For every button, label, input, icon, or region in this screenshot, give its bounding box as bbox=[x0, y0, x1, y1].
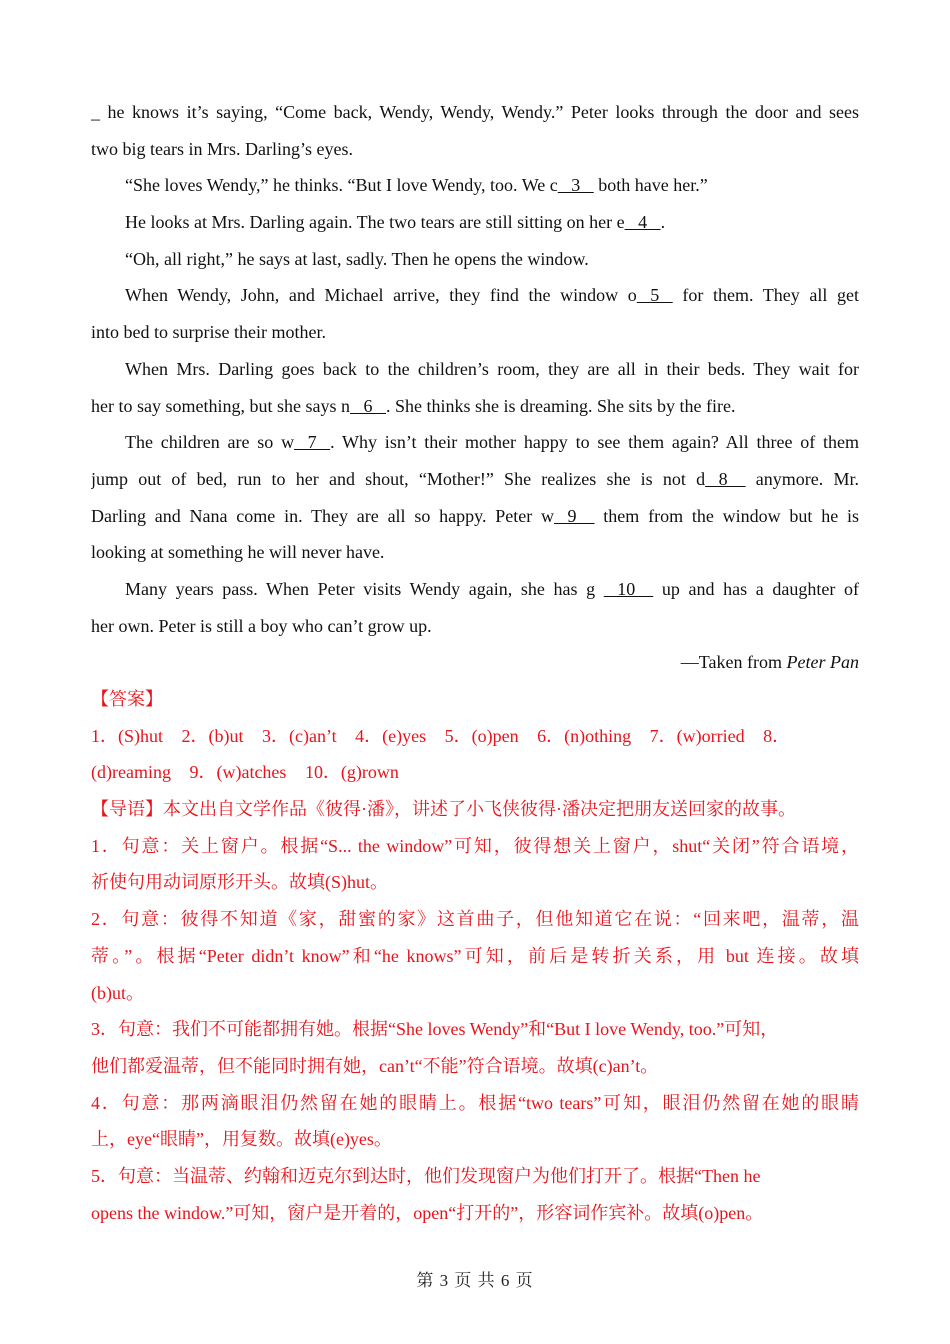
passage-line bbox=[91, 571, 859, 608]
answer-item: 1．(S)hut bbox=[91, 725, 163, 746]
page-footer: 第 3 页 共 6 页 bbox=[416, 1271, 534, 1290]
passage-line bbox=[91, 204, 859, 241]
answer-item: 10．(g)rown bbox=[304, 762, 399, 783]
text: Darling and Nana come in. They are all so happy. Peter w bbox=[91, 505, 555, 526]
passage-line: her own. Peter is still a boy who can’t grow up. bbox=[91, 615, 432, 636]
analysis-line: opens the window.”可知，窗户是开着的，open“打开的”，形容词作宾补。故填(o)pen。 bbox=[91, 1202, 764, 1223]
passage-line bbox=[91, 167, 859, 204]
answer-item: 5．(o)pen bbox=[444, 725, 519, 746]
text: her to say something, but she says n bbox=[91, 395, 350, 416]
text: . She thinks she is dreaming. She sits by the fire. bbox=[385, 395, 736, 416]
text: both have her.” bbox=[593, 175, 708, 196]
passage-line: into bed to surprise their mother. bbox=[91, 322, 326, 343]
blank-7: 7 bbox=[294, 432, 331, 453]
text: When Wendy, John, and Michael arrive, they find the window o bbox=[125, 285, 637, 306]
source-attribution bbox=[91, 644, 859, 681]
answer-item: (d)reaming bbox=[91, 762, 171, 783]
analysis-line: 4．句意：那两滴眼泪仍然留在她的眼睛上。根据“two tears”可知，眼泪仍然留在她的眼睛 bbox=[91, 1092, 859, 1113]
analysis-intro: 【导语】本文出自文学作品《彼得·潘》，讲述了小飞侠彼得·潘决定把朋友送回家的故事。 bbox=[91, 799, 796, 820]
answer-item: 3．(c)an’t bbox=[262, 725, 337, 746]
text: . bbox=[660, 212, 666, 233]
blank-8: 8 bbox=[705, 468, 746, 489]
source-title: Peter Pan bbox=[786, 652, 859, 673]
analysis-line: 上，eye“眼睛”，用复数。故填(e)yes。 bbox=[91, 1129, 392, 1150]
answer-item: 7．(w)orried bbox=[649, 725, 745, 746]
text: jump out of bed, run to her and shout, “Mother!” She realizes she is not d bbox=[91, 468, 706, 489]
text: anymore. Mr. bbox=[745, 468, 859, 489]
passage-line: two big tears in Mrs. Darling’s eyes. bbox=[91, 138, 353, 159]
answer-line bbox=[91, 754, 859, 791]
text: “She loves Wendy,” he thinks. “But I love Wendy, too. We c bbox=[125, 175, 558, 196]
blank-10: 10 bbox=[603, 578, 654, 599]
analysis-line: 2．句意：彼得不知道《家，甜蜜的家》这首曲子，但他知道它在说：“回来吧，温蒂，温 bbox=[91, 909, 859, 930]
analysis-line: 1．句意：关上窗户。根据“S... the window”可知，彼得想关上窗户，shut“关闭”符合语境， bbox=[91, 835, 859, 856]
analysis-line: 祈使句用动词原形开头。故填(S)hut。 bbox=[91, 872, 388, 893]
passage-line bbox=[91, 388, 859, 425]
analysis-line: 5．句意：当温蒂、约翰和迈克尔到达时，他们发现窗户为他们打开了。根据“Then he bbox=[91, 1165, 761, 1186]
passage-line bbox=[91, 461, 859, 498]
text: up and has a daughter of bbox=[653, 578, 859, 599]
blank-6: 6 bbox=[349, 395, 386, 416]
text: for them. They all get bbox=[672, 285, 859, 306]
blank-4: 4 bbox=[624, 212, 661, 233]
text: The children are so w bbox=[125, 432, 295, 453]
answer-item: 8． bbox=[763, 725, 791, 746]
answer-item: 2．(b)ut bbox=[181, 725, 244, 746]
answer-heading: 【答案】 bbox=[91, 689, 163, 709]
text: He looks at Mrs. Darling again. The two tears are still sitting on her e bbox=[125, 212, 625, 233]
text: them from the window but he is bbox=[594, 505, 859, 526]
answer-item: 6．(n)othing bbox=[537, 725, 632, 746]
answer-item: 4．(e)yes bbox=[355, 725, 427, 746]
passage-line: _ he knows it’s saying, “Come back, Wendy, Wendy, Wendy.” Peter looks through the door and sees bbox=[91, 102, 859, 122]
blank-5: 5 bbox=[636, 285, 673, 306]
passage-line bbox=[91, 277, 859, 314]
text: Many years pass. When Peter visits Wendy again, she has g bbox=[125, 578, 604, 599]
analysis-line: (b)ut。 bbox=[91, 982, 144, 1003]
answer-item: 9．(w)atches bbox=[189, 762, 287, 783]
document-page bbox=[91, 94, 859, 1231]
passage-line: “Oh, all right,” he says at last, sadly. Then he opens the window. bbox=[125, 248, 589, 269]
analysis-line: 蒂。”。根据“Peter didn’t know”和“he knows”可知，前后是转折关系，用 but 连接。故填 bbox=[91, 945, 859, 966]
analysis-line: 他们都爱温蒂，但不能同时拥有她，can’t“不能”符合语境。故填(c)an’t。 bbox=[91, 1055, 659, 1076]
blank-3: 3 bbox=[557, 175, 594, 196]
analysis-line: 3．句意：我们不可能都拥有她。根据“She loves Wendy”和“But I love Wendy, too.”可知， bbox=[91, 1019, 779, 1040]
passage-line: When Mrs. Darling goes back to the children’s room, they are all in their beds. They wait for bbox=[125, 358, 859, 379]
text: . Why isn’t their mother happy to see them again? All three of them bbox=[330, 432, 859, 453]
passage-line bbox=[91, 424, 859, 461]
answer-line bbox=[91, 718, 859, 755]
passage-line: looking at something he will never have. bbox=[91, 542, 385, 563]
blank-9: 9 bbox=[554, 505, 595, 526]
passage-line bbox=[91, 498, 859, 535]
source-prefix: —Taken from bbox=[680, 652, 787, 673]
